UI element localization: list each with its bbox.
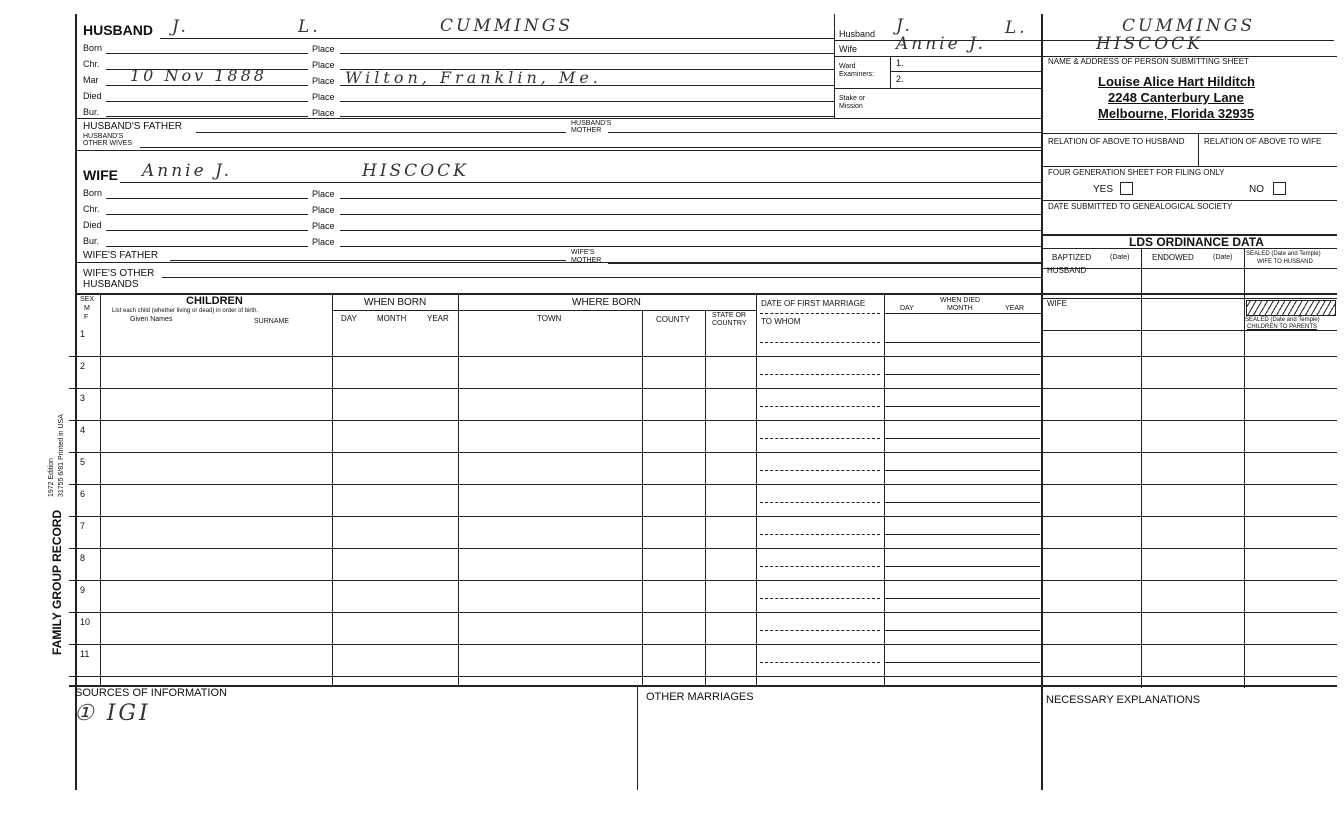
year-label: YEAR (427, 314, 449, 323)
town-label: TOWN (537, 314, 562, 323)
wifes-father-label: WIFE'S FATHER (83, 250, 159, 261)
child-died-tick (884, 520, 885, 535)
side-title: FAMILY GROUP RECORD (50, 509, 64, 655)
rh-wife-label: Wife (839, 44, 857, 54)
child-row-line (69, 420, 1337, 421)
child-row-line (69, 516, 1337, 517)
wifes-mother-label-1: WIFE'S (571, 249, 595, 256)
husband-died-place-label: Place (312, 92, 335, 102)
child-row-number: 9 (80, 585, 86, 595)
child-row-number: 2 (80, 361, 86, 371)
mission-label: Mission (839, 103, 863, 110)
husbands-other-wives-1: HUSBAND'S (83, 133, 124, 140)
when-died-label: WHEN DIED (940, 297, 981, 304)
child-marriage-dash (760, 406, 880, 407)
child-row-line (69, 676, 1337, 677)
sex-label: SEX (80, 296, 95, 303)
child-marriage-dash (760, 662, 880, 663)
child-died-tick (884, 648, 885, 663)
husbands-father-label: HUSBAND'S FATHER (83, 121, 182, 132)
day-label: DAY (341, 314, 357, 323)
child-marriage-dash (760, 502, 880, 503)
child-died-tick (884, 360, 885, 375)
other-marriages-label: OTHER MARRIAGES (646, 691, 754, 703)
husband-mar-place-label: Place (312, 76, 335, 86)
child-row-line (69, 548, 1337, 549)
husband-middle[interactable]: L. (298, 17, 321, 37)
wife-died-place-label: Place (312, 221, 335, 231)
husband-label: HUSBAND (83, 22, 153, 38)
wife-bur-label: Bur. (83, 236, 100, 246)
sources-label: SOURCES OF INFORMATION (75, 687, 227, 699)
sex-f: F (84, 314, 89, 321)
submitter-street: 2248 Canterbury Lane (1108, 90, 1244, 105)
to-whom-label: TO WHOM (761, 317, 801, 326)
yes-checkbox[interactable] (1120, 182, 1133, 195)
child-row-line (69, 452, 1337, 453)
state-label-1: STATE OR (712, 312, 746, 319)
edition-line-2: 31755 6/81 Printed in USA (58, 414, 65, 497)
date-submitted-label: DATE SUBMITTED TO GENEALOGICAL SOCIETY (1048, 202, 1233, 211)
relation-wife-label: RELATION OF ABOVE TO WIFE (1204, 137, 1322, 146)
wife-born-place-label: Place (312, 189, 335, 199)
child-row-number: 11 (80, 649, 90, 659)
surname-label: SURNAME (254, 318, 290, 325)
lds-baptized: BAPTIZED (1052, 253, 1092, 262)
yes-label: YES (1093, 184, 1114, 195)
child-died-line (884, 534, 1040, 535)
lds-date-1: (Date) (1110, 254, 1130, 261)
wife-label: WIFE (83, 167, 118, 183)
child-marriage-dash (760, 342, 880, 343)
necessary-explanations-label: NECESSARY EXPLANATIONS (1046, 694, 1201, 706)
wife-died-label: Died (83, 220, 102, 230)
children-instructions: List each child (whether living or dead) in order of birth. (112, 308, 259, 314)
lds-sealed-2: WIFE TO HUSBAND (1257, 259, 1313, 265)
child-row-line (69, 356, 1337, 357)
wife-born-label: Born (83, 188, 103, 198)
given-names-label: Given Names (130, 316, 173, 323)
child-row-number: 1 (80, 329, 86, 339)
month-label: MONTH (377, 314, 407, 323)
lds-sealed-1: SEALED (Date and Temple) (1246, 251, 1321, 257)
submitter-city: Melbourne, Florida 32935 (1098, 106, 1255, 121)
wife-chr-place-label: Place (312, 205, 335, 215)
child-row-number: 4 (80, 425, 86, 435)
sources-handwritten[interactable]: ① IGI (74, 701, 151, 726)
sex-m: M (84, 305, 90, 312)
when-born-label: WHEN BORN (364, 297, 427, 308)
submitter-name: Louise Alice Hart Hilditch (1098, 74, 1255, 89)
child-died-tick (884, 616, 885, 631)
wifes-other-husbands-2: HUSBANDS (83, 279, 139, 290)
lds-sealed-children-1: SEALED (Date and Temple) (1245, 317, 1320, 323)
wife-chr-label: Chr. (83, 204, 100, 214)
child-died-line (884, 630, 1040, 631)
child-died-line (884, 470, 1040, 471)
husbands-mother-label-2: MOTHER (571, 127, 602, 134)
child-row-number: 6 (80, 489, 86, 499)
edition-line-1: 1972 Edition (48, 458, 55, 497)
child-died-tick (884, 552, 885, 567)
rh-husband-surname[interactable]: CUMMINGS (1122, 16, 1255, 36)
child-marriage-dash (760, 438, 880, 439)
wife-bur-place-label: Place (312, 237, 335, 247)
child-row-number: 8 (80, 553, 86, 563)
state-label-2: COUNTRY (712, 320, 747, 327)
examiner-2: 2. (896, 74, 904, 84)
husband-born-place-label: Place (312, 44, 335, 54)
child-marriage-dash (760, 598, 880, 599)
child-marriage-dash (760, 534, 880, 535)
lds-endowed: ENDOWED (1152, 253, 1194, 262)
husband-born-label: Born (83, 43, 103, 53)
husband-died-label: Died (83, 91, 102, 101)
child-marriage-dash (760, 374, 880, 375)
died-month-label: MONTH (947, 305, 973, 312)
child-row-number: 10 (80, 617, 91, 627)
children-title: CHILDREN (186, 295, 243, 307)
lds-husband: HUSBAND (1047, 266, 1087, 275)
child-died-tick (884, 392, 885, 407)
husband-chr-place-label: Place (312, 60, 335, 70)
child-died-line (884, 662, 1040, 663)
child-died-line (884, 438, 1040, 439)
first-marriage-label: DATE OF FIRST MARRIAGE (761, 299, 866, 308)
wife-given[interactable]: Annie J. (142, 161, 232, 181)
lds-hatched-box (1246, 300, 1336, 316)
died-year-label: YEAR (1005, 305, 1025, 312)
child-row-line (69, 644, 1337, 645)
child-row-number: 3 (80, 393, 86, 403)
examiners-label: Examiners: (839, 71, 875, 78)
child-died-tick (884, 424, 885, 439)
ward-label: Ward (839, 63, 856, 70)
no-checkbox[interactable] (1273, 182, 1286, 195)
four-generation-label: FOUR GENERATION SHEET FOR FILING ONLY (1048, 168, 1225, 177)
rh-wife-given[interactable]: Annie J. (896, 34, 986, 54)
wifes-mother-label-2: MOTHER (571, 257, 602, 264)
rh-wife-surname[interactable]: HISCOCK (1096, 34, 1203, 54)
child-died-line (884, 598, 1040, 599)
lds-title: LDS ORDINANCE DATA (1129, 235, 1264, 249)
husband-mar-date[interactable]: 10 Nov 1888 (130, 66, 267, 85)
lds-wife: WIFE (1047, 299, 1067, 308)
child-died-line (884, 406, 1040, 407)
child-row-line (69, 580, 1337, 581)
husband-given[interactable]: J. (172, 17, 189, 37)
child-marriage-dash (760, 566, 880, 567)
husband-chr-label: Chr. (83, 59, 100, 69)
child-died-tick (884, 328, 885, 343)
husbands-mother-label-1: HUSBAND'S (571, 120, 612, 127)
child-died-tick (884, 488, 885, 503)
husband-bur-place-label: Place (312, 108, 335, 118)
child-marriage-dash (760, 470, 880, 471)
lds-sealed-children-2: CHILDREN TO PARENTS (1247, 324, 1318, 330)
child-row-line (69, 484, 1337, 485)
husband-mar-label: Mar (83, 75, 99, 85)
examiner-1: 1. (896, 58, 904, 68)
child-row-line (69, 612, 1337, 613)
husband-mar-place[interactable]: Wilton, Franklin, Me. (345, 68, 602, 87)
died-day-label: DAY (900, 305, 914, 312)
husband-bur-label: Bur. (83, 107, 100, 117)
wifes-other-husbands-1: WIFE'S OTHER (83, 268, 155, 279)
no-label: NO (1249, 184, 1264, 195)
child-row-line (69, 388, 1337, 389)
child-row-number: 7 (80, 521, 86, 531)
husband-surname[interactable]: CUMMINGS (440, 16, 573, 36)
child-marriage-dash (760, 630, 880, 631)
child-died-tick (884, 584, 885, 599)
stake-label: Stake or (839, 95, 866, 102)
husbands-other-wives-2: OTHER WIVES (83, 140, 133, 147)
rh-husband-label: Husband (839, 29, 876, 39)
county-label: COUNTY (656, 315, 690, 324)
child-died-line (884, 374, 1040, 375)
submitter-label: NAME & ADDRESS OF PERSON SUBMITTING SHEET (1048, 57, 1249, 66)
relation-husband-label: RELATION OF ABOVE TO HUSBAND (1048, 137, 1185, 146)
where-born-label: WHERE BORN (572, 297, 641, 308)
rh-husband-middle[interactable]: L. (1005, 18, 1028, 38)
lds-date-2: (Date) (1213, 254, 1233, 261)
rh-husband-given[interactable]: J. (896, 16, 913, 36)
wife-surname[interactable]: HISCOCK (362, 161, 469, 181)
child-died-tick (884, 456, 885, 471)
child-died-line (884, 502, 1040, 503)
child-died-line (884, 566, 1040, 567)
child-died-line (884, 342, 1040, 343)
child-row-number: 5 (80, 457, 86, 467)
